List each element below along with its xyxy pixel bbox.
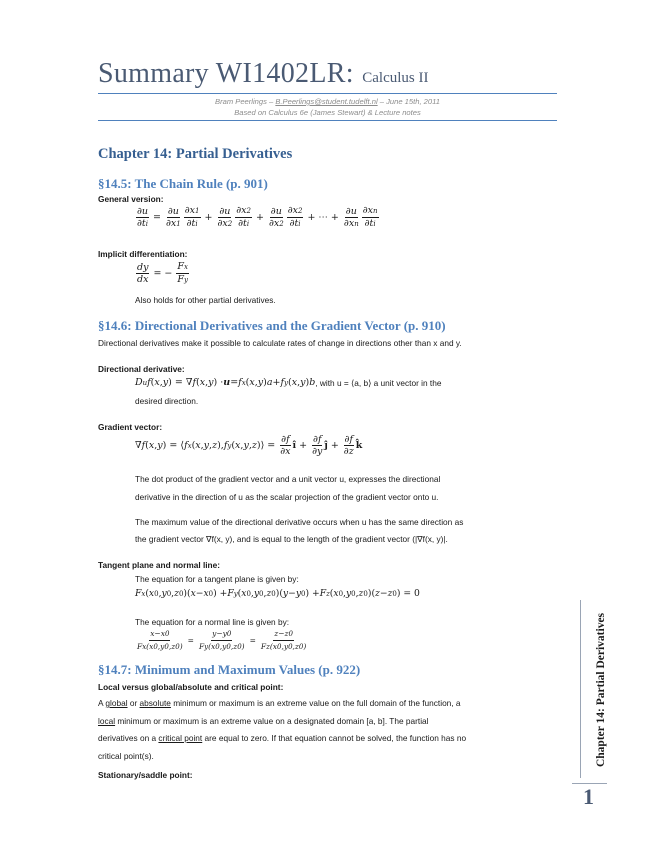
tangent-plane-equation-label: The equation for a tangent plane is given by: bbox=[135, 574, 299, 584]
page-number: 1 bbox=[583, 784, 594, 809]
normal-line-equation: $\frac{x-x0}{Fx(x0,y0,z0)}$ = $\frac{y-y0}{Fy(x0,y0,z0)}$ = $\frac{z-z0}{Fz(x0,y0,z0)}$ bbox=[137, 629, 307, 651]
implicit-differentiation-equation: $\frac{dy}{dx}$ = − $\frac{Fx}{Fy}$ bbox=[137, 261, 188, 285]
tangent-plane-label: Tangent plane and normal line: bbox=[98, 560, 221, 570]
also-holds-note: Also holds for other partial derivatives. bbox=[135, 295, 276, 305]
section-heading-directional: §14.6: Directional Derivatives and the Gradient Vector (p. 910) bbox=[98, 318, 446, 333]
document-title bbox=[98, 58, 558, 90]
gradient-vector-label: Gradient vector: bbox=[98, 422, 163, 432]
title-rule-bottom bbox=[98, 120, 557, 121]
sidebar-chapter-label: Chapter 14: Partial Derivatives bbox=[595, 612, 607, 768]
local-vs-global-label: Local versus global/absolute and critical point: bbox=[98, 682, 284, 692]
directional-derivative-equation: Duf ( x , y ) = ∇ f ( x , y ) · u = fx ( x , y ) a + fy ( x , y ) b , with u = ⟨a, b⟩ a unit vector in the bbox=[135, 377, 442, 388]
implicit-differentiation-label: Implicit differentiation: bbox=[98, 249, 188, 259]
dot-product-line-1: The dot product of the gradient vector and a unit vector u, expresses the directional bbox=[135, 474, 441, 484]
chapter-heading: Chapter 14: Partial Derivatives bbox=[98, 146, 293, 162]
title-rule-top bbox=[98, 93, 557, 94]
title-main: Summary WI1402LR: bbox=[98, 58, 354, 89]
source-line: Based on Calculus 6e (James Stewart) & Lecture notes bbox=[234, 108, 421, 117]
chain-rule-equation: $\frac{\partial u}{\partial ti}$ = $\frac{\partial u}{\partial x1}$ ∂x1 ∂ti + $\frac{\partial u}{\partial x2}$ ∂x2 ∂ti + $\frac{\partial u}{\partial x2}$ ∂x2 ∂ti + ⋯ + $\frac{\partial u}{\partial xn}$ ∂xn ∂ti bbox=[137, 205, 378, 229]
extrema-paragraph: A global or absolute minimum or maximum is an extreme value on the full domain of the function, a local minimum or maximum is an extreme value on a designated domain [a, b]. The partial derivatives on a critical point are equal to zero. If that equation cannot be solved, the function has no critical point(s). bbox=[98, 698, 467, 761]
general-version-label: General version: bbox=[98, 194, 164, 204]
gradient-vector-equation: ∇ f ( x , y ) = ⟨ fx ( x , y , z ), fy ( x , y , z )⟩ = $\frac{\partial f}{\partial x}$ î + $\frac{\partial f}{\partial y}$ ĵ + $\frac{\partial f}{\partial z}$ k̂ bbox=[135, 434, 363, 457]
author-line: Bram Peerlings – B.Peerlings@student.tudelft.nl – June 15th, 2011 bbox=[215, 97, 440, 106]
title-subtitle: Calculus II bbox=[362, 70, 429, 86]
section-heading-chain-rule: §14.5: The Chain Rule (p. 901) bbox=[98, 176, 268, 191]
max-value-line-2: the gradient vector ∇f(x, y), and is equal to the length of the gradient vector (|∇f(x, y)|. bbox=[135, 534, 448, 544]
max-value-line-1: The maximum value of the directional derivative occurs when u has the same direction as bbox=[135, 517, 464, 527]
directional-derivative-text: desired direction. bbox=[135, 396, 199, 406]
dot-product-line-2: derivative in the direction of u as the scalar projection of the gradient vector onto u. bbox=[135, 492, 439, 502]
section-heading-extrema: §14.7: Minimum and Maximum Values (p. 922) bbox=[98, 662, 361, 677]
tangent-plane-equation: Fx ( x 0 , y 0 , z 0 )( x − x 0 ) + Fy ( x 0 , y 0 , z 0 )( y − y 0 ) + Fz ( x 0 , y 0 , z 0 )( z − z 0 ) = 0 bbox=[135, 588, 420, 599]
directional-derivative-label: Directional derivative: bbox=[98, 364, 185, 374]
sidebar-divider bbox=[580, 600, 581, 778]
directional-intro: Directional derivatives make it possible to calculate rates of change in directions other than x and y. bbox=[98, 338, 462, 348]
author-email-link[interactable]: B.Peerlings@student.tudelft.nl bbox=[275, 97, 378, 106]
stationary-saddle-label: Stationary/saddle point: bbox=[98, 770, 193, 780]
normal-line-equation-label: The equation for a normal line is given by: bbox=[135, 617, 290, 627]
